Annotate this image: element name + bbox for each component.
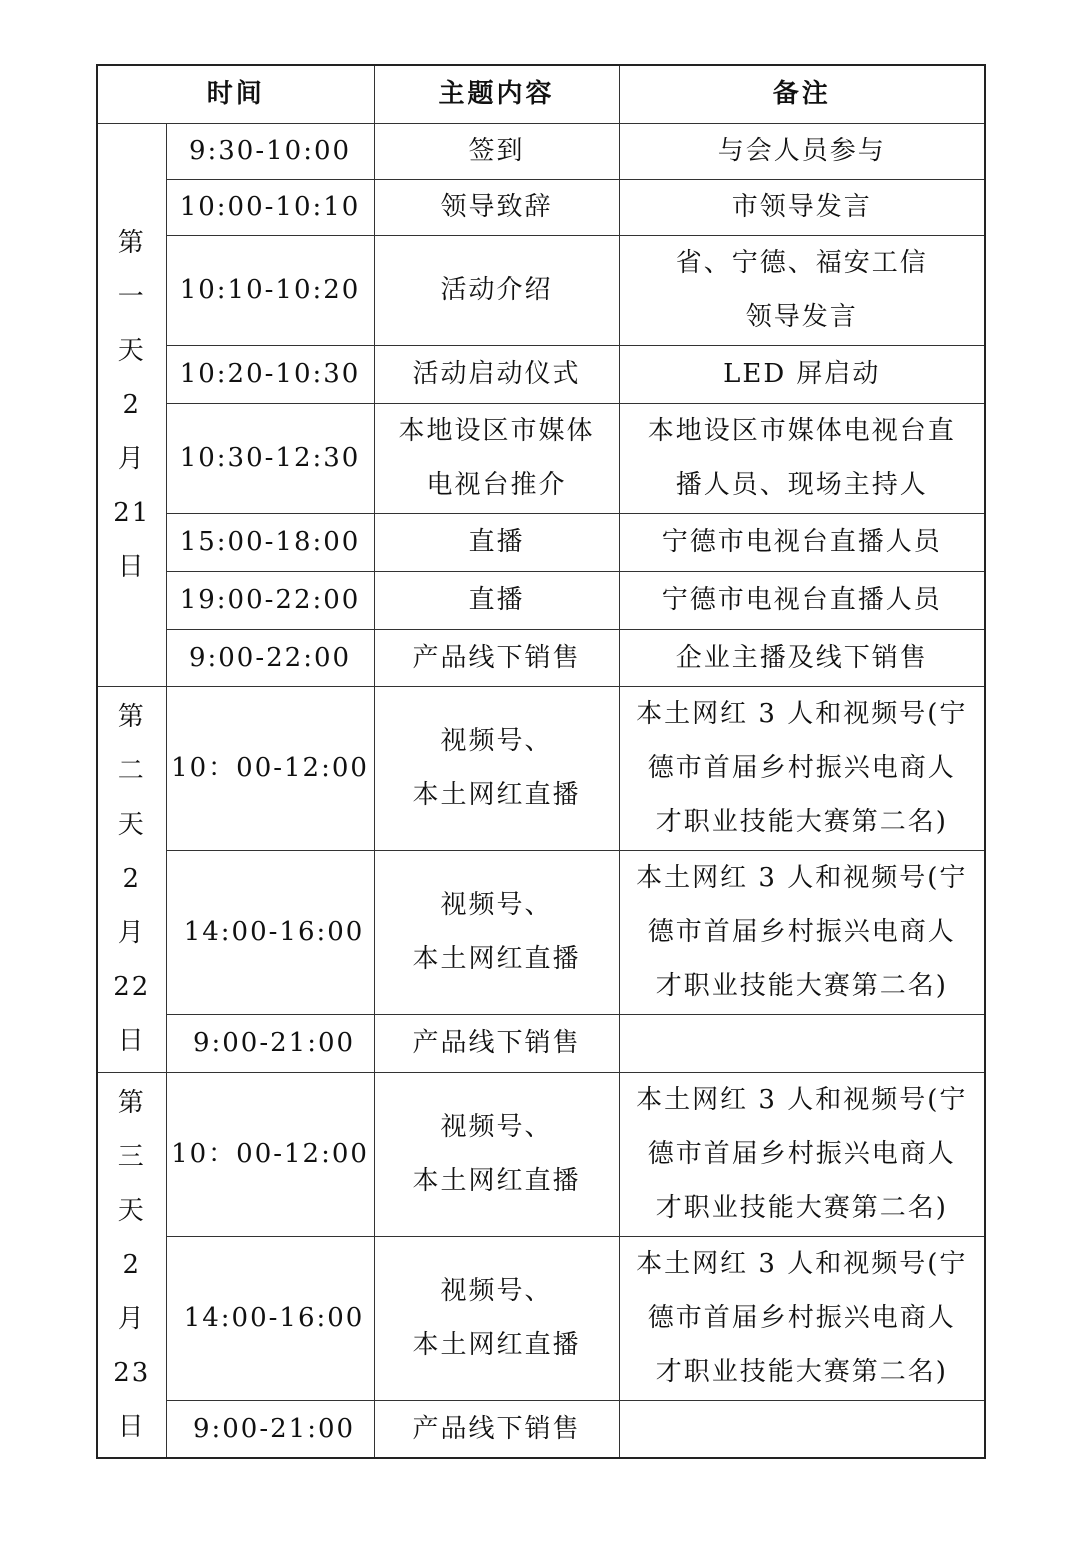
note-line: 领导发言	[745, 302, 858, 332]
topic-cell	[374, 571, 619, 629]
topic-cell	[374, 235, 619, 345]
topic-line: 本土网红直播	[412, 780, 581, 810]
day-label-char: 月	[117, 443, 146, 474]
note-cell	[619, 1236, 985, 1400]
table-row	[97, 1236, 985, 1400]
note-cell	[619, 571, 985, 629]
table-row	[97, 403, 985, 513]
topic-line: 本土网红直播	[412, 944, 581, 974]
note-cell	[619, 513, 985, 571]
note-line: 才职业技能大赛第二名)	[655, 807, 948, 837]
day-label-char: 23	[113, 1357, 151, 1388]
note-line: 宁德市电视台直播人员	[661, 527, 942, 557]
note-line: 才职业技能大赛第二名)	[655, 971, 948, 1001]
table-row	[97, 1400, 985, 1458]
note-line: 省、宁德、福安工信	[675, 248, 928, 278]
note-line: 宁德市电视台直播人员	[661, 585, 942, 615]
header-row	[97, 65, 985, 123]
table-row	[97, 571, 985, 629]
topic-line: 视频号、	[440, 890, 553, 920]
table-row	[97, 345, 985, 403]
day-label-char: 2	[122, 1249, 142, 1280]
time-cell: 10：00-12:00	[166, 686, 374, 850]
header-note: 备注	[619, 65, 985, 123]
note-cell	[619, 403, 985, 513]
note-cell	[619, 123, 985, 179]
header-time: 时间	[97, 65, 374, 123]
note-cell	[619, 629, 985, 686]
time-cell: 10:10-10:20	[166, 235, 374, 345]
time-cell: 14:00-16:00	[166, 1236, 374, 1400]
table-row	[97, 1014, 985, 1072]
note-cell	[619, 1400, 985, 1458]
day-label-char: 第	[117, 227, 146, 258]
note-line: LED 屏启动	[723, 359, 881, 389]
day-label	[97, 686, 166, 1072]
day-label-char: 月	[117, 918, 146, 948]
header-topic: 主题内容	[374, 65, 619, 123]
note-cell	[619, 345, 985, 403]
day-label-char: 一	[117, 281, 146, 312]
time-cell: 19:00-22:00	[166, 571, 374, 629]
topic-cell	[374, 123, 619, 179]
day-label	[97, 123, 166, 686]
day-label-char: 日	[117, 1411, 146, 1442]
topic-line: 直播	[468, 585, 525, 615]
time-cell: 14:00-16:00	[166, 850, 374, 1014]
note-line: 本土网红 3 人和视频号(宁	[636, 863, 968, 893]
note-line: 市领导发言	[731, 192, 872, 222]
topic-cell	[374, 403, 619, 513]
day-label-char: 天	[117, 1195, 146, 1226]
day-label-char: 第	[117, 1087, 146, 1118]
note-line: 本地设区市媒体电视台直	[647, 416, 956, 446]
time-cell: 15:00-18:00	[166, 513, 374, 571]
day-label	[97, 1072, 166, 1458]
topic-cell	[374, 1236, 619, 1400]
day-label-char: 2	[122, 864, 142, 894]
note-line: 播人员、现场主持人	[675, 470, 928, 500]
note-line: 德市首届乡村振兴电商人	[647, 917, 956, 947]
topic-cell	[374, 1072, 619, 1236]
note-line: 本土网红 3 人和视频号(宁	[636, 699, 968, 729]
note-cell	[619, 179, 985, 235]
topic-cell	[374, 1400, 619, 1458]
note-cell	[619, 686, 985, 850]
topic-line: 产品线下销售	[412, 642, 581, 673]
topic-line: 视频号、	[440, 1276, 553, 1306]
day-label-char: 天	[117, 810, 146, 840]
note-cell	[619, 850, 985, 1014]
schedule-table	[96, 64, 986, 1459]
time-cell: 10：00-12:00	[166, 1072, 374, 1236]
table-row	[97, 1072, 985, 1236]
note-line: 德市首届乡村振兴电商人	[647, 753, 956, 783]
time-cell: 10:20-10:30	[166, 345, 374, 403]
topic-line: 视频号、	[440, 1112, 553, 1142]
topic-cell	[374, 629, 619, 686]
time-cell: 9:00-21:00	[166, 1400, 374, 1458]
day-label-char: 2	[122, 389, 142, 420]
topic-cell	[374, 686, 619, 850]
table-row	[97, 179, 985, 235]
topic-cell	[374, 345, 619, 403]
topic-line: 视频号、	[440, 726, 553, 756]
time-cell: 9:30-10:00	[166, 123, 374, 179]
day-label-char: 天	[117, 335, 146, 366]
topic-line: 活动介绍	[440, 275, 553, 305]
table-row	[97, 850, 985, 1014]
table-row	[97, 686, 985, 850]
note-line: 本土网红 3 人和视频号(宁	[636, 1085, 968, 1115]
day-label-char: 第	[117, 702, 146, 732]
note-line: 本土网红 3 人和视频号(宁	[636, 1249, 968, 1279]
note-line: 才职业技能大赛第二名)	[655, 1193, 948, 1223]
day-label-char: 日	[117, 1026, 146, 1056]
day-label-char: 日	[117, 551, 146, 582]
table-row	[97, 513, 985, 571]
time-cell: 10:30-12:30	[166, 403, 374, 513]
topic-cell	[374, 179, 619, 235]
time-cell: 10:00-10:10	[166, 179, 374, 235]
topic-line: 产品线下销售	[412, 1413, 581, 1444]
topic-line: 直播	[468, 527, 525, 557]
note-line: 与会人员参与	[717, 136, 886, 166]
note-line: 德市首届乡村振兴电商人	[647, 1303, 956, 1333]
time-cell: 9:00-21:00	[166, 1014, 374, 1072]
topic-line: 产品线下销售	[412, 1028, 581, 1058]
note-line: 才职业技能大赛第二名)	[655, 1357, 948, 1387]
table-row	[97, 123, 985, 179]
day-label-char: 22	[113, 972, 151, 1002]
day-label-char: 二	[117, 756, 146, 786]
topic-line: 本土网红直播	[412, 1166, 581, 1196]
day-label-char: 月	[117, 1303, 146, 1334]
note-cell	[619, 235, 985, 345]
topic-line: 活动启动仪式	[412, 359, 581, 389]
day-label-char: 三	[117, 1141, 146, 1172]
table-row	[97, 235, 985, 345]
note-line: 企业主播及线下销售	[675, 642, 928, 673]
topic-cell	[374, 850, 619, 1014]
topic-cell	[374, 513, 619, 571]
topic-cell	[374, 1014, 619, 1072]
note-line: 德市首届乡村振兴电商人	[647, 1139, 956, 1169]
table-row	[97, 629, 985, 686]
topic-line: 本地设区市媒体	[398, 416, 595, 446]
topic-line: 领导致辞	[440, 192, 553, 222]
schedule-body	[97, 123, 985, 1458]
note-cell	[619, 1072, 985, 1236]
time-cell: 9:00-22:00	[166, 629, 374, 686]
day-label-char: 21	[113, 497, 151, 528]
topic-line: 签到	[468, 136, 525, 166]
topic-line: 电视台推介	[426, 470, 567, 500]
note-cell	[619, 1014, 985, 1072]
topic-line: 本土网红直播	[412, 1330, 581, 1360]
